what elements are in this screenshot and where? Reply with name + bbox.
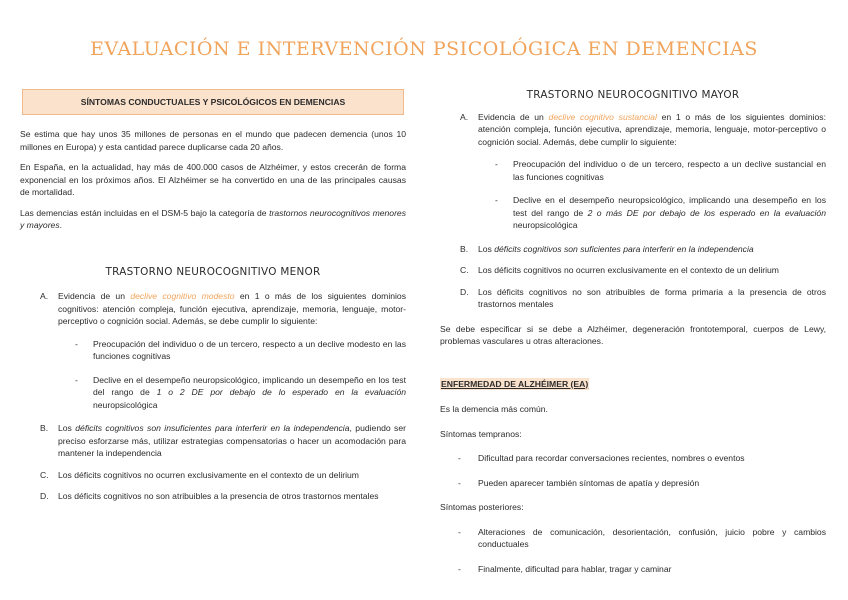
mayor-criterion-a: A. Evidencia de un declive cognitivo sustancial en 1 o más de los siguientes dominios: atención compleja, función ejecutiva, aprendizaje, memoria, lenguaje, motor-perceptivo o cognición social. Además, debe cumplir lo siguiente: - Preocupación del individuo o de un tercero, respecto a un declive sustancial en las funciones cognitivas - Declive en el desempeño neuropsicológico, implicando una desempeño en los test del rango de 2 o más DE por debajo de los esperado en la evaluación neuropsicológica [460, 111, 826, 230]
list-item: - Finalmente, dificultad para hablar, tragar y caminar [458, 563, 672, 574]
list-item: - Alteraciones de comunicación, desorientación, confusión, juicio pobre y cambios conductuales [458, 526, 826, 549]
right-column [440, 89, 826, 587]
specify-paragraph: Se debe especificar si se debe a Alzhéimer, degeneración frontotemporal, cuerpos de Lewy, problemas vasculares u otras alteraciones. [440, 323, 826, 346]
section-banner: SÍNTOMAS CONDUCTUALES Y PSICOLÓGICOS EN DEMENCIAS [22, 89, 404, 115]
mayor-criterion-b: B. Los déficits cognitivos son suficientes para interferir en la independencia [460, 243, 754, 254]
intro-paragraph-1: Se estima que hay unos 35 millones de personas en el mundo que padecen demencia (unos 10 millones en Europa) y esta cantidad parece duplicarse cada 20 años. [20, 129, 406, 152]
mayor-criterion-c: C. Los déficits cognitivos no ocurren exclusivamente en el contexto de un delirium [460, 265, 779, 275]
menor-criterion-a: A. Evidencia de un declive cognitivo modesto en 1 o más de los siguientes dominios cognitivos: atención compleja, función ejecutiva, aprendizaje, memoria, lenguaje, motor-perceptivo o cognición social. Además, se debe cumplir lo siguiente: - Preocupación del individuo o de un tercero, respecto a un declive modesto en las funciones cognitivas - Declive en el desempeño neuropsicológico, implicando un desempeño en los test del rango de 1 o 2 DE por debajo de lo esperado en la evaluación neuropsicológica [40, 291, 407, 410]
alzheimer-heading: ENFERMEDAD DE ALZHÉIMER (EA) [441, 378, 589, 389]
alzheimer-common: Es la demencia más común. [440, 404, 548, 414]
mayor-criterion-d: D. Los déficits cognitivos no son atribuibles de forma primaria a la presencia de otros trastornos mentales [460, 286, 826, 309]
page-title: EVALUACIÓN E INTERVENCIÓN PSICOLÓGICA EN DEMENCIAS [90, 38, 758, 60]
menor-criterion-c: C. Los déficits cognitivos no ocurren exclusivamente en el contexto de un delirium [40, 469, 359, 480]
list-item: - Pueden aparecer también síntomas de apatía y depresión [458, 477, 700, 488]
late-symptoms-label: Síntomas posteriores: [440, 502, 524, 512]
early-symptoms-label: Síntomas tempranos: [440, 428, 522, 439]
list-item: - Preocupación del individuo o de un tercero, respecto a un declive modesto en las funciones cognitivas [75, 338, 406, 361]
list-item: - Declive en el desempeño neuropsicológico, implicando una desempeño en los test del rango de 2 o más DE por debajo de los esperado en la evaluación neuropsicológica [495, 195, 826, 230]
menor-heading: TRASTORNO NEUROCOGNITIVO MENOR [105, 265, 321, 278]
left-column [20, 89, 406, 512]
list-item: - Declive en el desempeño neuropsicológico, implicando un desempeño en los test del rango de 1 o 2 DE por debajo de lo esperado en la evaluación neuropsicológica [75, 374, 406, 410]
menor-criterion-d: D. Los déficits cognitivos no son atribuibles a la presencia de otros trastornos mentales [40, 491, 379, 501]
list-item: - Dificultad para recordar conversaciones recientes, nombres o eventos [458, 453, 745, 463]
intro-paragraph-3: Las demencias están incluidas en el DSM-5 bajo la categoría de trastornos neurocognitivos menores y mayores. [20, 207, 407, 230]
mayor-heading: TRASTORNO NEUROCOGNITIVO MAYOR [526, 89, 740, 101]
list-item: - Preocupación del individuo o de un tercero, respecto a un declive sustancial en las funciones cognitivas [495, 159, 826, 182]
intro-paragraph-2: En España, en la actualidad, hay más de 400.000 casos de Alzhéimer, y estos crecerán de forma exponencial en los próximos años. El Alzhéimer se ha convertido en una de las principales causas de mortalidad. [20, 162, 406, 197]
menor-criterion-b: B. Los déficits cognitivos son insuficientes para interferir en la independencia, pudiendo ser preciso esforzarse más, utilizar estrategias compensatorias o hacer un acomodación para mantener la independencia [40, 423, 407, 458]
